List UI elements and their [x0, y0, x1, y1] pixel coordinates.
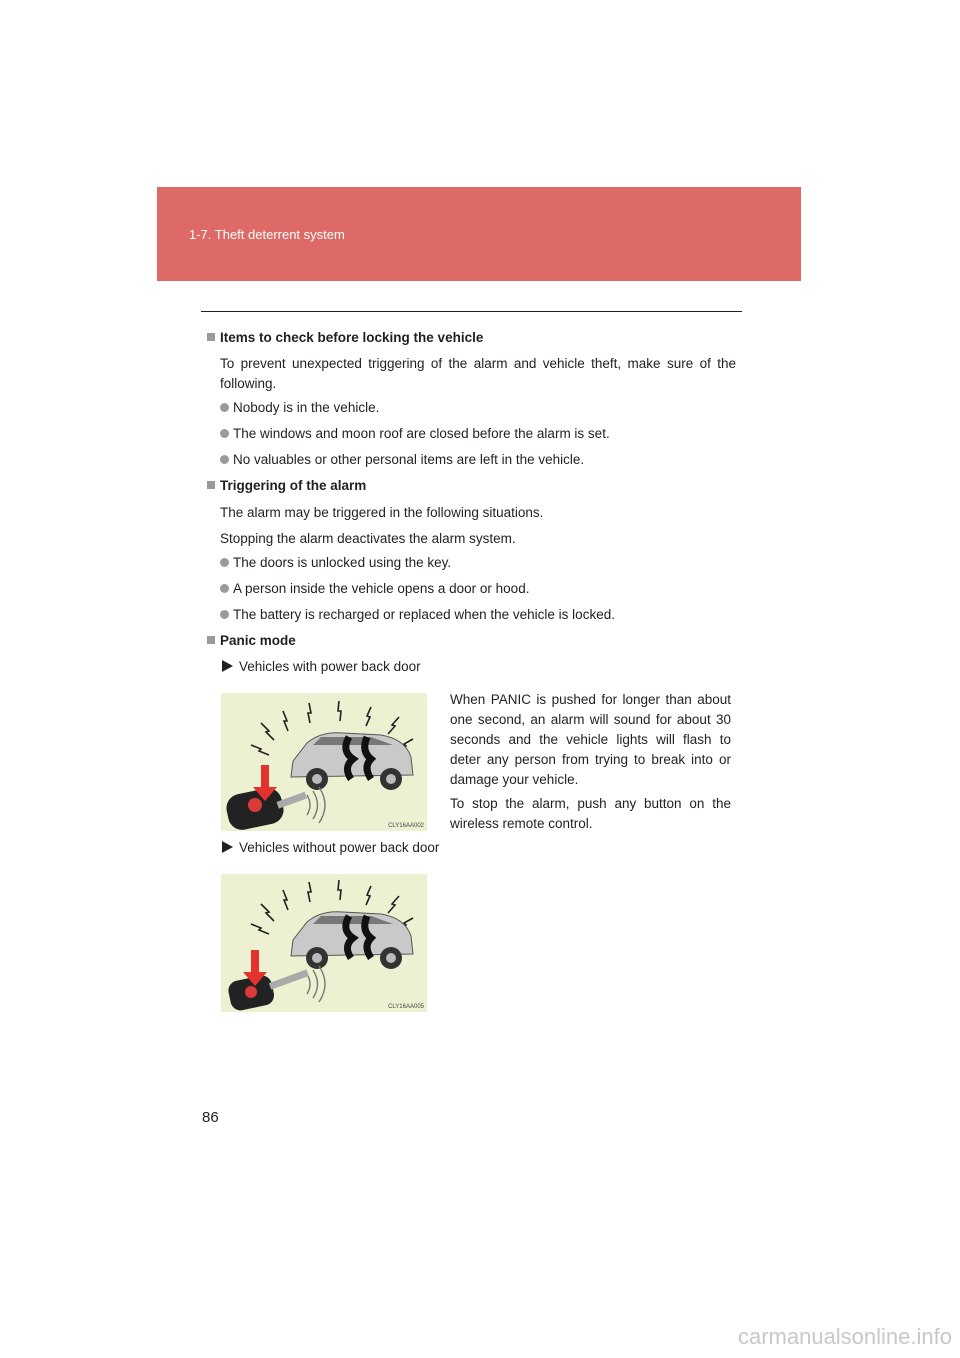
triangle-marker-icon [222, 660, 233, 672]
square-bullet-icon [207, 333, 215, 341]
bullet-item: The windows and moon roof are closed before the alarm is set. [220, 426, 610, 441]
square-bullet-icon [207, 636, 215, 644]
dot-bullet-icon [220, 558, 229, 567]
bullet-item: The doors is unlocked using the key. [220, 555, 451, 570]
square-bullet-icon [207, 481, 215, 489]
triggering-line1: The alarm may be triggered in the following situations. [220, 505, 544, 520]
triggering-line2: Stopping the alarm deactivates the alarm system. [220, 531, 516, 546]
section-title: 1-7. Theft deterrent system [189, 227, 345, 242]
heading-panic: Panic mode [207, 633, 296, 648]
figure-panic-power-back-door [221, 693, 427, 831]
divider-rule [201, 311, 742, 312]
dot-bullet-icon [220, 429, 229, 438]
figure-code: CLY16AA002 [388, 823, 424, 829]
variant-no-power-back-door: Vehicles without power back door [222, 840, 439, 855]
figure-panic-no-power-back-door [221, 874, 427, 1012]
section-header-band [157, 187, 801, 281]
panic-description: When PANIC is pushed for longer than about one second, an alarm will sound for about 30 seconds and the vehicle lights will flash to deter any person from trying to break into or damage your vehicle. [450, 692, 731, 787]
dot-bullet-icon [220, 584, 229, 593]
triangle-marker-icon [222, 841, 233, 853]
dot-bullet-icon [220, 455, 229, 464]
bullet-item: The battery is recharged or replaced when the vehicle is locked. [220, 607, 615, 622]
panic-stop-instructions: To stop the alarm, push any button on the wireless remote control. [450, 796, 731, 831]
bullet-item: No valuables or other personal items are left in the vehicle. [220, 452, 584, 467]
heading-items-check: Items to check before locking the vehicle [207, 330, 483, 345]
dot-bullet-icon [220, 610, 229, 619]
items-check-intro: To prevent unexpected triggering of the alarm and vehicle theft, make sure of the following. [220, 356, 736, 391]
dot-bullet-icon [220, 403, 229, 412]
variant-power-back-door: Vehicles with power back door [222, 659, 421, 674]
bullet-item: Nobody is in the vehicle. [220, 400, 379, 415]
car-alarm-illustration [221, 693, 427, 831]
bullet-item: A person inside the vehicle opens a door or hood. [220, 581, 529, 596]
page-number: 86 [202, 1109, 219, 1126]
heading-triggering: Triggering of the alarm [207, 478, 366, 493]
car-alarm-illustration [221, 874, 427, 1012]
watermark: carmanualsonline.info [737, 1324, 952, 1349]
figure-code: CLY16AA005 [388, 1004, 424, 1010]
